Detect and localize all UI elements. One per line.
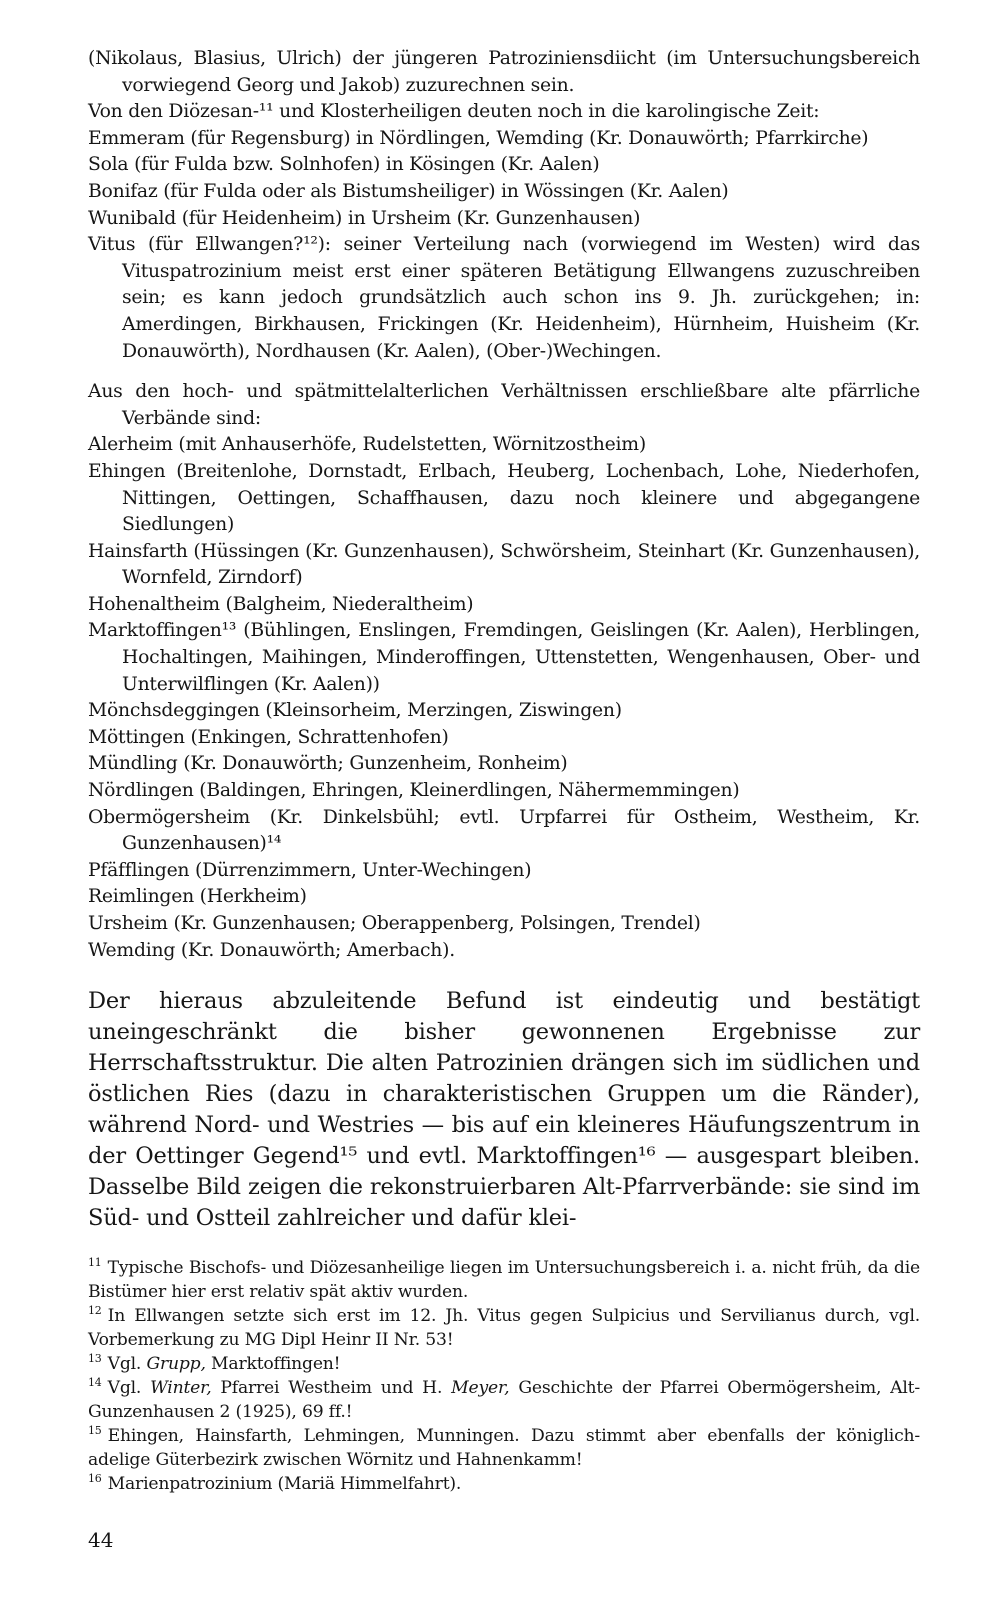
footnote-text: Marktoffingen!: [205, 1354, 341, 1375]
footnote-number: 14: [88, 1376, 102, 1390]
list-item: Wemding (Kr. Donauwörth; Amerbach).: [88, 939, 455, 961]
list-item: Hohenaltheim (Balgheim, Niederaltheim): [88, 593, 474, 615]
footnotes: [88, 1256, 920, 1496]
footnote: [88, 1376, 920, 1424]
list-item: Obermögersheim (Kr. Dinkelsbühl; evtl. Urpfarrei für Ostheim, Westheim, Kr. Gunzenhausen)¹⁴: [88, 806, 920, 855]
footnote-number: 15: [88, 1424, 102, 1438]
list-item: Ursheim (Kr. Gunzenhausen; Oberappenberg, Polsingen, Trendel): [88, 913, 701, 934]
text-line: Sola (für Fulda bzw. Solnhofen) in Kösingen (Kr. Aalen): [88, 154, 600, 176]
list-item: Marktoffingen¹³ (Bühlingen, Enslingen, Fremdingen, Geislingen (Kr. Aalen), Herblingen, Hochaltingen, Maihingen, Minderoffingen, Uttenstetten, Wengenhausen, Ober- und Unterwilflingen (Kr. Aalen)): [88, 620, 920, 695]
footnote-author: Grupp,: [146, 1354, 206, 1375]
body-paragraph: Der hieraus abzuleitende Befund ist eindeutig und bestätigt uneingeschränkt die bisher gewonnenen Ergebnisse zur Herrschaftsstruktur. Die alten Patrozinien drängen sich im südlichen und östlichen Ries (dazu in charakteristischen Gruppen um die Ränder), während Nord- und Westries — bis auf ein kleineres Häufungszentrum in der Oettinger Gegend¹⁵ und evtl. Marktoffingen¹⁶ — ausgespart bleiben. Dasselbe Bild zeigen die rekonstruierbaren Alt-Pfarrverbände: sie sind im Süd- und Ostteil zahlreicher und dafür klei-: [88, 988, 920, 1232]
footnote: [88, 1424, 920, 1472]
text-line: Wunibald (für Heidenheim) in Ursheim (Kr. Gunzenhausen): [88, 207, 641, 229]
text-line: Emmeram (für Regensburg) in Nördlingen, Wemding (Kr. Donauwörth; Pfarrkirche): [88, 127, 869, 149]
footnote-number: 13: [88, 1352, 102, 1366]
footnote-text: Marienpatrozinium (Mariä Himmelfahrt).: [107, 1474, 462, 1495]
footnote: [88, 1352, 920, 1376]
footnote: [88, 1304, 920, 1352]
footnote: [88, 1472, 920, 1496]
list-item: Nördlingen (Baldingen, Ehringen, Kleinerdlingen, Nähermemmingen): [88, 780, 740, 802]
list-item: Möttingen (Enkingen, Schrattenhofen): [88, 726, 449, 748]
list-item: Reimlingen (Herkheim): [88, 886, 307, 908]
list-item: Hainsfarth (Hüssingen (Kr. Gunzenhausen), Schwörsheim, Steinhart (Kr. Gunzenhausen), Wornfeld, Zirndorf): [88, 540, 920, 589]
list-intro: Aus den hoch- und spätmittelalterlichen Verhältnissen erschließbare alte pfärrliche Verbände sind:: [88, 381, 920, 429]
footnote-author: Winter,: [150, 1378, 212, 1399]
footnote-number: 11: [88, 1256, 102, 1270]
footnote-text: Vgl.: [107, 1354, 147, 1375]
text-line: (Nikolaus, Blasius, Ulrich) der jüngeren Patroziniensdiicht (im Untersuchungsbereich vorwiegend Georg und Jakob) zuzurechnen sein.: [88, 48, 920, 96]
text-line: Vitus (für Ellwangen?¹²): seiner Verteilung nach (vorwiegend im Westen) wird das Vituspatrozinium meist erst einer späteren Betätigung Ellwangens zuzuschreiben sein; es kann jedoch grundsätzlich auch schon ins 9. Jh. zurückgehen; in: Amerdingen, Birkhausen, Frickingen (Kr. Heidenheim), Hürnheim, Huisheim (Kr. Donauwörth), Nordhausen (Kr. Aalen), (Ober-)Wechingen.: [88, 234, 920, 362]
parish-list-section: [88, 379, 920, 964]
text-line: Bonifaz (für Fulda oder als Bistumsheiliger) in Wössingen (Kr. Aalen): [88, 180, 729, 202]
list-item: Mönchsdeggingen (Kleinsorheim, Merzingen, Ziswingen): [88, 700, 622, 722]
footnote-number: 12: [88, 1304, 102, 1318]
footnote-text: Ehingen, Hainsfarth, Lehmingen, Munningen. Dazu stimmt aber ebenfalls der königlich-adelige Güterbezirk zwischen Wörnitz und Hahnenkamm!: [88, 1426, 920, 1471]
list-item: Pfäfflingen (Dürrenzimmern, Unter-Wechingen): [88, 859, 532, 881]
footnote-number: 16: [88, 1472, 102, 1486]
page-number: 44: [88, 1528, 114, 1552]
footnote-text: In Ellwangen setzte sich erst im 12. Jh. Vitus gegen Sulpicius und Servilianus durch, vgl. Vorbemerkung zu MG Dipl Heinr II Nr. 53!: [88, 1306, 920, 1351]
text-line: Von den Diözesan-¹¹ und Klosterheiligen deuten noch in die karolingische Zeit:: [88, 101, 820, 123]
footnote-text: Pfarrei Westheim und H.: [211, 1378, 452, 1399]
footnote-text: Geschichte der Pfarrei Obermögersheim, Alt-Gunzenhausen 2 (1925), 69 ff.!: [88, 1378, 920, 1423]
saints-section: [88, 46, 920, 365]
list-item: Alerheim (mit Anhauserhöfe, Rudelstetten, Wörnitzostheim): [88, 434, 646, 456]
footnote-text: Vgl.: [107, 1378, 151, 1399]
list-item: Mündling (Kr. Donauwörth; Gunzenheim, Ronheim): [88, 753, 568, 775]
document-page: [88, 46, 920, 1496]
footnote-author: Meyer,: [451, 1378, 510, 1399]
list-item: Ehingen (Breitenlohe, Dornstadt, Erlbach, Heuberg, Lochenbach, Lohe, Niederhofen, Nittingen, Oettingen, Schaffhausen, dazu noch kleinere und abgegangene Siedlungen): [88, 460, 920, 536]
footnote: [88, 1256, 920, 1304]
footnote-text: Typische Bischofs- und Diözesanheilige liegen im Untersuchungsbereich i. a. nicht früh, da die Bistümer hier erst relativ spät aktiv wurden.: [88, 1258, 920, 1303]
